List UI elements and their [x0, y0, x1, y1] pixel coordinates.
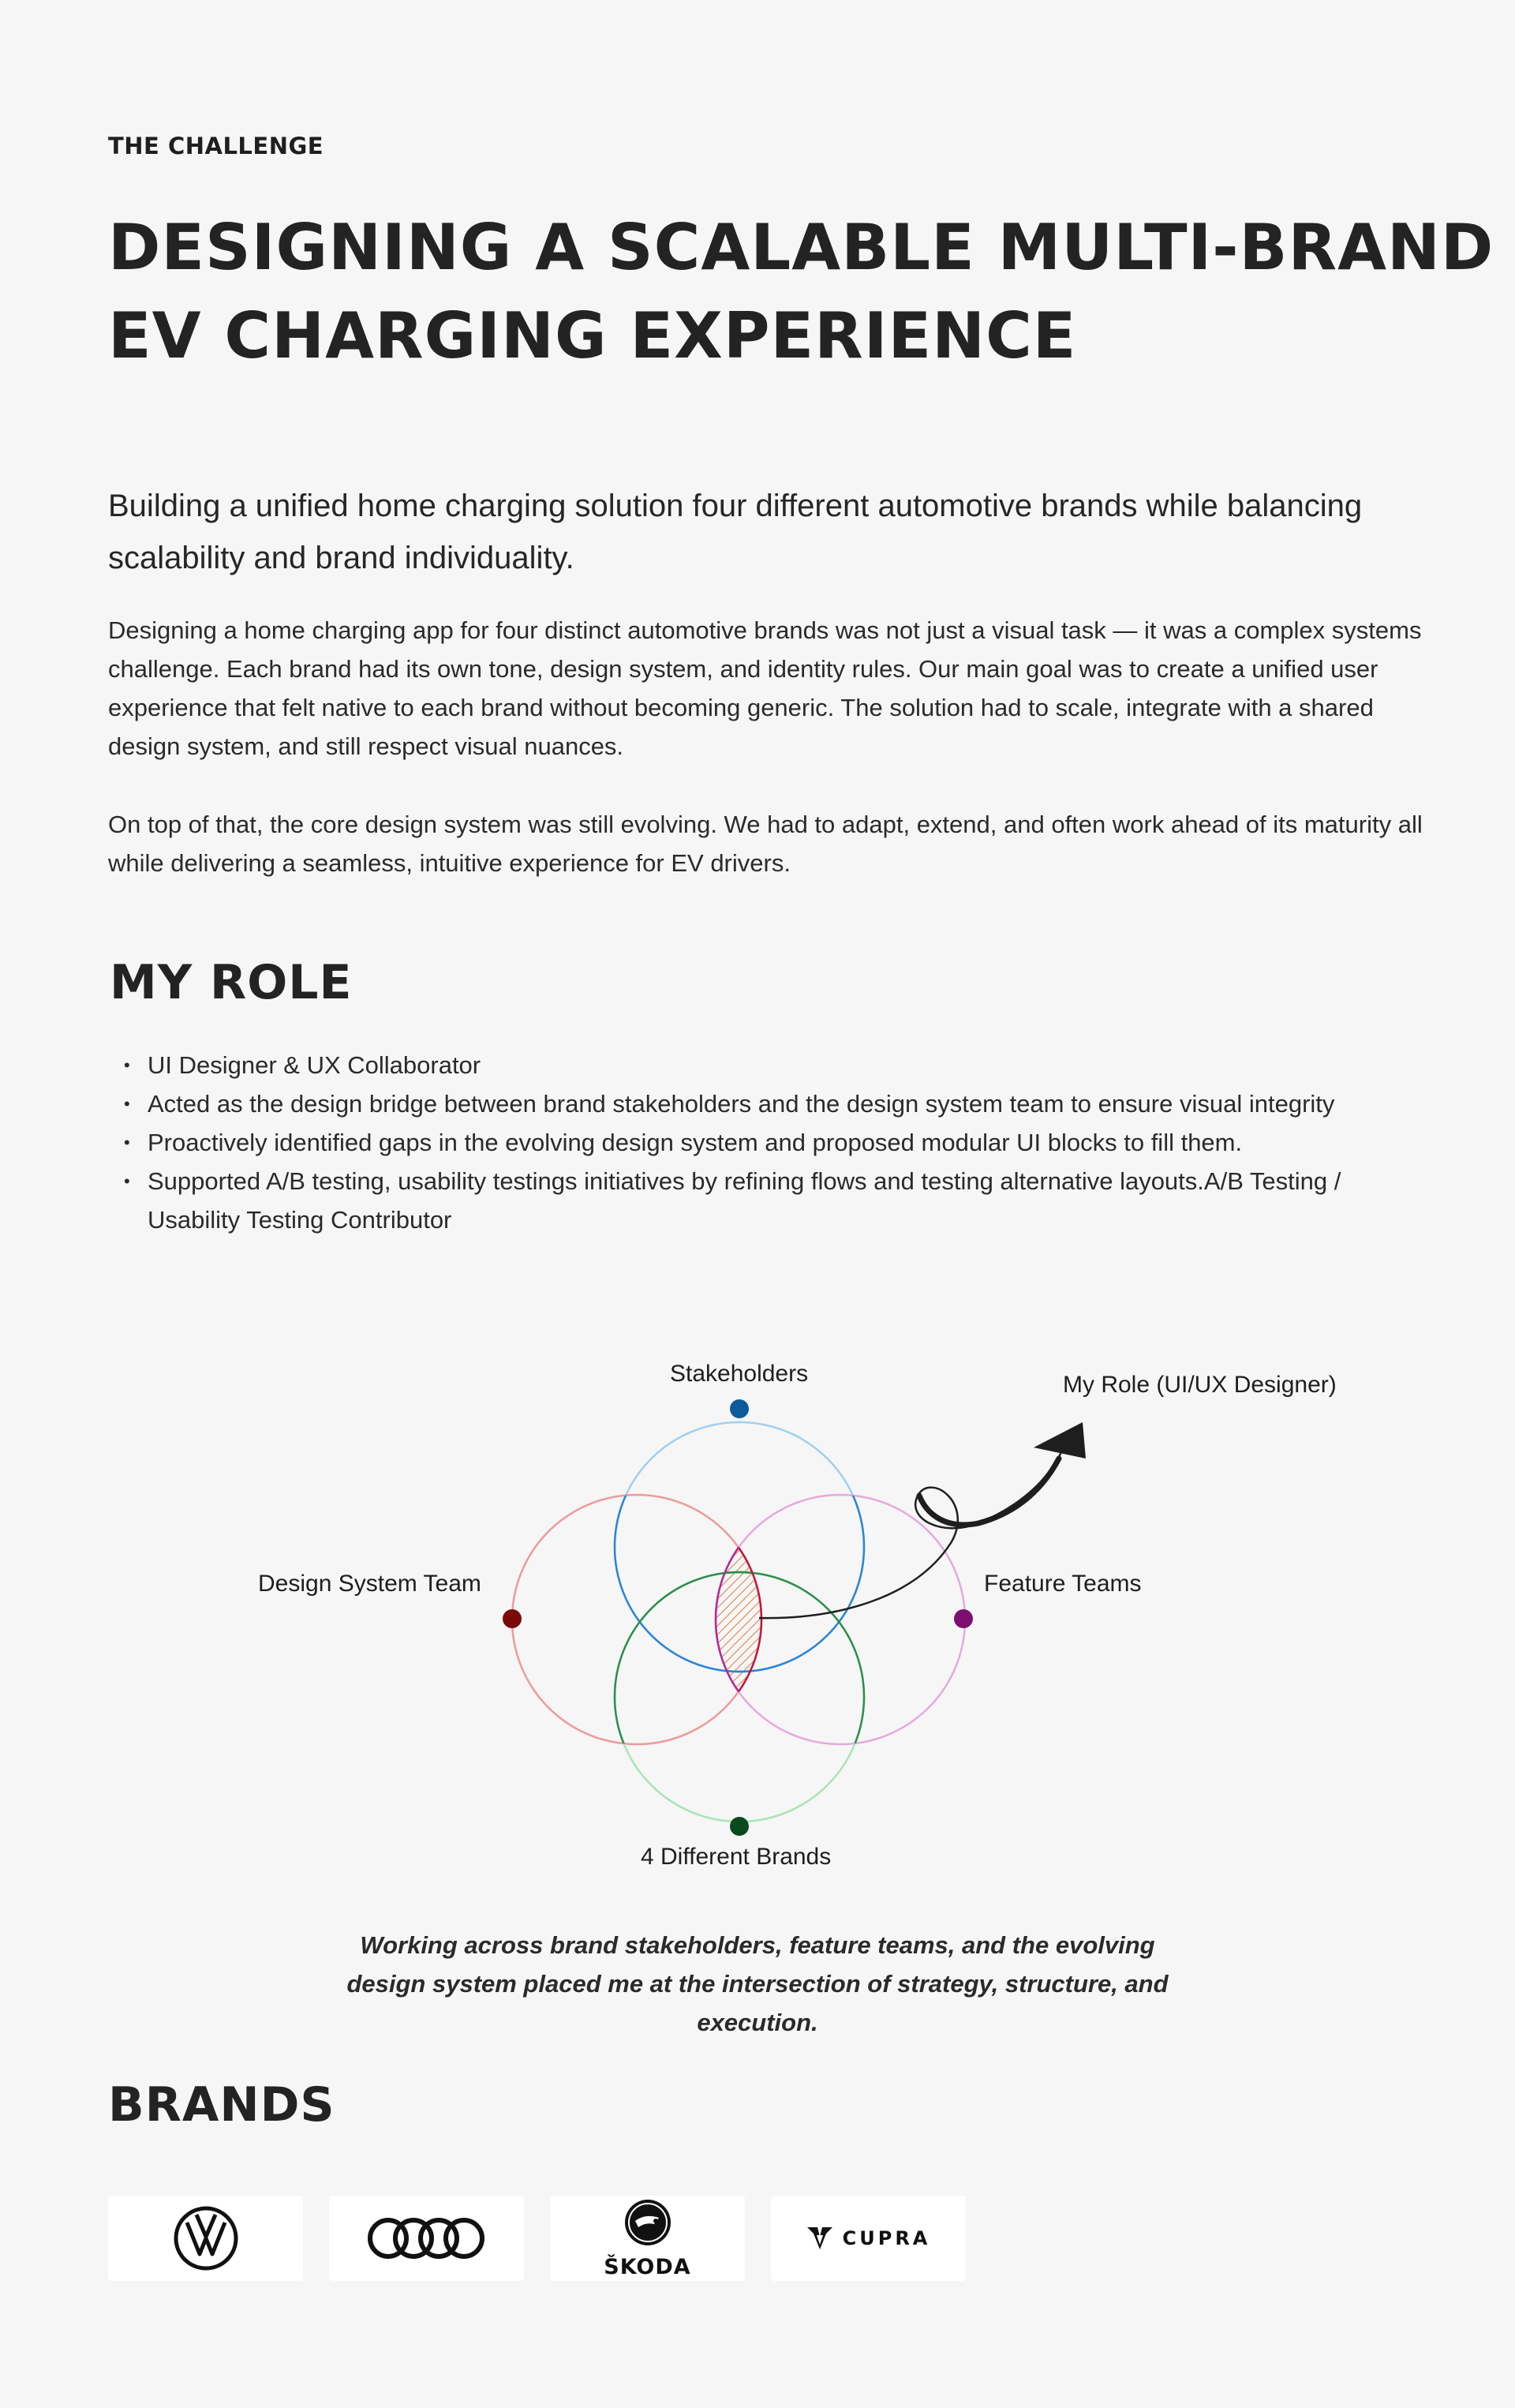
role-venn-diagram	[0, 1334, 1515, 1886]
brands-node	[730, 1817, 749, 1836]
role-list-item: • UI Designer & UX Collaborator	[124, 1046, 1355, 1084]
arrow-head-icon	[1034, 1422, 1086, 1459]
feature-teams-node	[954, 1609, 973, 1628]
brand-card-skoda	[550, 2196, 745, 2281]
design-system-label: Design System Team	[258, 1571, 481, 1597]
skoda-logo-icon	[623, 2197, 673, 2248]
brands-heading: BRANDS	[108, 2077, 335, 2133]
brand-card-volkswagen	[108, 2196, 303, 2281]
page-title-line-2: EV CHARGING EXPERIENCE	[108, 299, 1077, 373]
brand-logo-row	[108, 2196, 966, 2281]
brand-card-cupra	[771, 2196, 966, 2281]
stakeholders-label: Stakeholders	[670, 1361, 809, 1387]
challenge-paragraph-1: Designing a home charging app for four distinct automotive brands was not just a visual task — it was a complex systems challenge. Each brand had its own tone, design system, and identity rules. Our main goal was to create a unified user experience that felt native to each brand without becoming generic. The solution had to scale, integrate with a shared design system, and still respect visual nuances.	[108, 616, 1422, 760]
role-list-item: • Proactively identified gaps in the evolving design system and proposed modular UI blocks to fill them.	[124, 1123, 1355, 1162]
role-list	[124, 1046, 1355, 1239]
audi-rings-icon	[364, 2215, 490, 2262]
stakeholders-node	[730, 1399, 749, 1418]
page-title-line-1: DESIGNING A SCALABLE MULTI-BRAND	[108, 211, 1494, 284]
cupra-wordmark: CUPRA	[842, 2227, 931, 2249]
cupra-logo-icon	[806, 2226, 833, 2251]
role-list-item: • Acted as the design bridge between brand stakeholders and the design system team to ensure visual integrity	[124, 1084, 1355, 1123]
venn-svg	[0, 1334, 1515, 1886]
feature-teams-label: Feature Teams	[984, 1571, 1142, 1597]
section-eyebrow: THE CHALLENGE	[108, 133, 324, 159]
page-title	[108, 204, 1494, 380]
diagram-caption-text: Working across brand stakeholders, feature teams, and the evolving design system placed me at the intersection of strategy, structure, and execution.	[346, 1931, 1169, 2036]
brands-label: 4 Different Brands	[641, 1844, 832, 1870]
role-list-item: • Supported A/B testing, usability testings initiatives by refining flows and testing alternative layouts.A/B Testing / Usability Testing Contributor	[124, 1162, 1355, 1239]
design-system-node	[503, 1609, 522, 1628]
challenge-paragraph-2: On top of that, the core design system was still evolving. We had to adapt, extend, and often work ahead of its maturity all while delivering a seamless, intuitive experience for EV drivers.	[108, 811, 1423, 877]
my-role-label: My Role (UI/UX Designer)	[1063, 1372, 1337, 1398]
lead-paragraph: Building a unified home charging solution four different automotive brands while balancing scalability and brand individuality.	[108, 489, 1363, 575]
brand-card-audi	[329, 2196, 524, 2281]
diagram-caption	[0, 1926, 1515, 2042]
vw-logo-icon	[173, 2205, 239, 2271]
skoda-wordmark: ŠKODA	[604, 2255, 691, 2279]
role-arrow-thick	[919, 1459, 1059, 1525]
my-role-heading: MY ROLE	[110, 955, 353, 1010]
